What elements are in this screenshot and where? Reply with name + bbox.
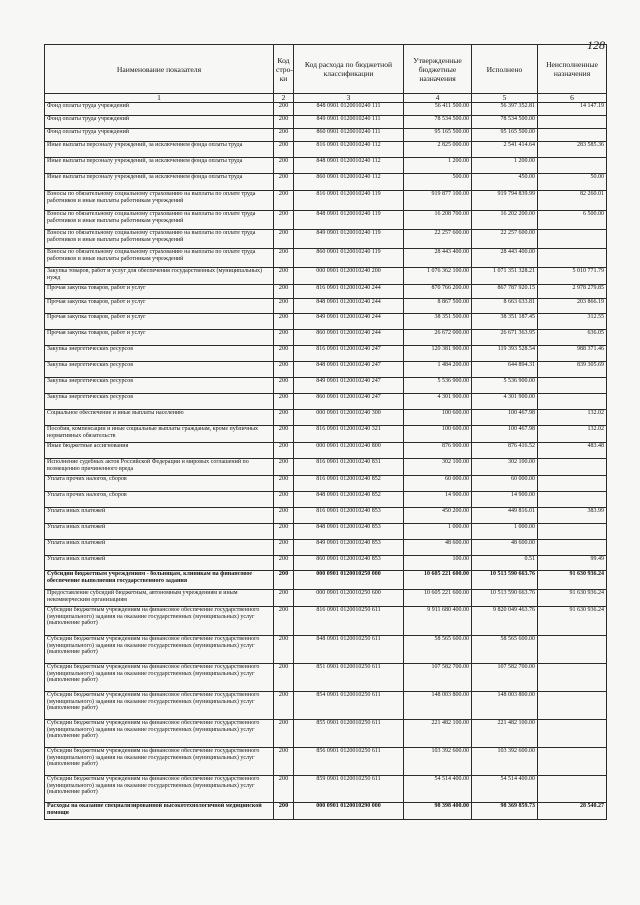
table-row bbox=[45, 540, 607, 556]
row-line-code-cell: 200 bbox=[274, 524, 294, 540]
row-executed-cell: 10 513 590 663.76 bbox=[472, 590, 538, 607]
table-row bbox=[45, 590, 607, 607]
row-executed-cell: 28 443 400.00 bbox=[472, 249, 538, 268]
row-unexecuted-cell bbox=[538, 230, 607, 249]
row-line-code-cell: 200 bbox=[274, 249, 294, 268]
row-line-code-cell: 200 bbox=[274, 362, 294, 378]
row-budget-code-cell: 848 0901 0120010240 852 bbox=[294, 492, 404, 508]
row-unexecuted-cell: 483.48 bbox=[538, 443, 607, 459]
row-approved-cell: 2 825 000.00 bbox=[404, 142, 472, 158]
row-unexecuted-cell bbox=[538, 524, 607, 540]
row-approved-cell: 14 900.00 bbox=[404, 492, 472, 508]
row-budget-code-cell: 849 0901 0120010240 111 bbox=[294, 116, 404, 129]
row-approved-cell: 8 867 500.00 bbox=[404, 299, 472, 314]
row-name-cell: Субсидии бюджетным учреждениям на финансовое обеспечение государственного (муниципального) задания на оказание государственных (муниципальных) услуг (выполнение работ) bbox=[45, 692, 274, 720]
row-budget-code-cell: 816 0901 0120010240 247 bbox=[294, 346, 404, 362]
row-line-code-cell: 200 bbox=[274, 607, 294, 636]
row-name-cell: Закупка энергетических ресурсов bbox=[45, 378, 274, 394]
row-line-code-cell: 200 bbox=[274, 394, 294, 410]
table-row bbox=[45, 508, 607, 524]
row-line-code-cell: 200 bbox=[274, 720, 294, 748]
table-row bbox=[45, 330, 607, 346]
row-name-cell: Субсидии бюджетным учреждениям на финансовое обеспечение государственного (муниципального) задания на оказание государственных (муниципальных) услуг (выполнение работ) bbox=[45, 776, 274, 803]
row-executed-cell: 302 100.00 bbox=[472, 459, 538, 476]
row-line-code-cell: 200 bbox=[274, 330, 294, 346]
row-line-code-cell: 200 bbox=[274, 636, 294, 664]
row-approved-cell: 103 392 600.00 bbox=[404, 748, 472, 776]
row-unexecuted-cell: 312.55 bbox=[538, 314, 607, 330]
row-line-code-cell: 200 bbox=[274, 803, 294, 820]
row-name-cell: Иные выплаты персоналу учреждений, за исключением фонда оплаты труда bbox=[45, 142, 274, 158]
row-executed-cell: 107 582 700.00 bbox=[472, 664, 538, 692]
row-unexecuted-cell bbox=[538, 692, 607, 720]
row-line-code-cell: 200 bbox=[274, 459, 294, 476]
budget-execution-table bbox=[44, 44, 607, 820]
row-budget-code-cell: 848 0901 0120010240 119 bbox=[294, 211, 404, 230]
table-row bbox=[45, 346, 607, 362]
row-executed-cell: 100 467.98 bbox=[472, 410, 538, 426]
table-row bbox=[45, 636, 607, 664]
row-executed-cell: 100 467.98 bbox=[472, 426, 538, 443]
row-executed-cell: 1 071 351 328.21 bbox=[472, 268, 538, 285]
row-unexecuted-cell: 91 630 936.24 bbox=[538, 607, 607, 636]
row-budget-code-cell: 849 0901 0120010240 247 bbox=[294, 378, 404, 394]
row-approved-cell: 38 351 500.00 bbox=[404, 314, 472, 330]
row-approved-cell: 16 208 700.00 bbox=[404, 211, 472, 230]
row-approved-cell: 22 257 600.00 bbox=[404, 230, 472, 249]
row-unexecuted-cell: 636.05 bbox=[538, 330, 607, 346]
row-unexecuted-cell: 14 147.19 bbox=[538, 103, 607, 116]
table-row bbox=[45, 476, 607, 492]
row-unexecuted-cell bbox=[538, 776, 607, 803]
row-line-code-cell: 200 bbox=[274, 174, 294, 191]
row-executed-cell: 78 534 500.00 bbox=[472, 116, 538, 129]
row-line-code-cell: 200 bbox=[274, 285, 294, 299]
row-approved-cell: 919 877 100.00 bbox=[404, 191, 472, 211]
row-unexecuted-cell bbox=[538, 748, 607, 776]
column-index: 4 bbox=[404, 94, 472, 103]
table-body bbox=[45, 103, 607, 820]
row-line-code-cell: 200 bbox=[274, 476, 294, 492]
row-budget-code-cell: 816 0901 0120010240 112 bbox=[294, 142, 404, 158]
row-executed-cell: 22 257 600.00 bbox=[472, 230, 538, 249]
row-budget-code-cell: 860 0901 0120010240 119 bbox=[294, 249, 404, 268]
row-name-cell: Социальное обеспечение и иные выплаты населению bbox=[45, 410, 274, 426]
row-budget-code-cell: 816 0901 0120010240 244 bbox=[294, 285, 404, 299]
row-executed-cell: 1 200.00 bbox=[472, 158, 538, 174]
row-name-cell: Пособия, компенсации и иные социальные выплаты гражданам, кроме публичных нормативных обязательств bbox=[45, 426, 274, 443]
row-budget-code-cell: 816 0901 0120010250 611 bbox=[294, 607, 404, 636]
row-name-cell: Прочая закупка товаров, работ и услуг bbox=[45, 299, 274, 314]
table-row bbox=[45, 158, 607, 174]
row-unexecuted-cell bbox=[538, 664, 607, 692]
table-row bbox=[45, 299, 607, 314]
row-budget-code-cell: 860 0901 0120010240 247 bbox=[294, 394, 404, 410]
row-approved-cell: 221 482 100.00 bbox=[404, 720, 472, 748]
row-budget-code-cell: 859 0901 0120010250 611 bbox=[294, 776, 404, 803]
table-row bbox=[45, 249, 607, 268]
table-row bbox=[45, 410, 607, 426]
row-budget-code-cell: 851 0901 0120010250 611 bbox=[294, 664, 404, 692]
row-name-cell: Уплата иных платежей bbox=[45, 540, 274, 556]
row-approved-cell: 1 000.00 bbox=[404, 524, 472, 540]
row-budget-code-cell: 849 0901 0120010240 119 bbox=[294, 230, 404, 249]
table-row bbox=[45, 524, 607, 540]
column-index: 1 bbox=[45, 94, 274, 103]
row-approved-cell: 5 536 900.00 bbox=[404, 378, 472, 394]
row-executed-cell: 449 816.01 bbox=[472, 508, 538, 524]
row-name-cell: Закупка энергетических ресурсов bbox=[45, 394, 274, 410]
row-line-code-cell: 200 bbox=[274, 692, 294, 720]
row-name-cell: Закупка энергетических ресурсов bbox=[45, 346, 274, 362]
row-approved-cell: 1 484 200.00 bbox=[404, 362, 472, 378]
row-budget-code-cell: 854 0901 0120010250 611 bbox=[294, 692, 404, 720]
row-approved-cell: 450 200.00 bbox=[404, 508, 472, 524]
column-header-name: Наименование показателя bbox=[45, 45, 274, 94]
row-name-cell: Иные бюджетные ассигнования bbox=[45, 443, 274, 459]
row-approved-cell: 1 200.00 bbox=[404, 158, 472, 174]
row-unexecuted-cell bbox=[538, 378, 607, 394]
row-line-code-cell: 200 bbox=[274, 748, 294, 776]
row-approved-cell: 4 301 900.00 bbox=[404, 394, 472, 410]
table-row bbox=[45, 664, 607, 692]
row-name-cell: Субсидии бюджетным учреждениям на финансовое обеспечение государственного (муниципального) задания на оказание государственных (муниципальных) услуг (выполнение работ) bbox=[45, 748, 274, 776]
row-unexecuted-cell bbox=[538, 636, 607, 664]
row-budget-code-cell: 000 0901 0120010290 000 bbox=[294, 803, 404, 820]
row-unexecuted-cell: 82 260.01 bbox=[538, 191, 607, 211]
row-name-cell: Предоставление субсидий бюджетным, автономным учреждениям и иным некоммерческим организациям bbox=[45, 590, 274, 607]
row-unexecuted-cell: 132.02 bbox=[538, 410, 607, 426]
row-executed-cell: 95 165 500.00 bbox=[472, 129, 538, 142]
row-executed-cell: 2 541 414.64 bbox=[472, 142, 538, 158]
row-unexecuted-cell bbox=[538, 394, 607, 410]
row-line-code-cell: 200 bbox=[274, 571, 294, 590]
row-name-cell: Фонд оплаты труда учреждений bbox=[45, 103, 274, 116]
row-name-cell: Расходы на оказание специализированной высокотехнологичной медицинской помощи bbox=[45, 803, 274, 820]
row-unexecuted-cell bbox=[538, 459, 607, 476]
row-name-cell: Уплата прочих налогов, сборов bbox=[45, 492, 274, 508]
row-line-code-cell: 200 bbox=[274, 410, 294, 426]
row-approved-cell: 78 534 500.00 bbox=[404, 116, 472, 129]
row-line-code-cell: 200 bbox=[274, 230, 294, 249]
row-name-cell: Иные выплаты персоналу учреждений, за исключением фонда оплаты труда bbox=[45, 158, 274, 174]
row-approved-cell: 54 514 400.00 bbox=[404, 776, 472, 803]
row-line-code-cell: 200 bbox=[274, 378, 294, 394]
row-executed-cell: 98 369 859.73 bbox=[472, 803, 538, 820]
table-row bbox=[45, 314, 607, 330]
row-name-cell: Субсидии бюджетным учреждениям - больницам, клиникам на финансовое обеспечение выполнения государственного задания bbox=[45, 571, 274, 590]
row-name-cell: Субсидии бюджетным учреждениям на финансовое обеспечение государственного (муниципального) задания на оказание государственных (муниципальных) услуг (выполнение работ) bbox=[45, 636, 274, 664]
row-line-code-cell: 200 bbox=[274, 158, 294, 174]
row-name-cell: Закупка энергетических ресурсов bbox=[45, 362, 274, 378]
row-approved-cell: 26 672 000.00 bbox=[404, 330, 472, 346]
row-name-cell: Субсидии бюджетным учреждениям на финансовое обеспечение государственного (муниципального) задания на оказание государственных (муниципальных) услуг (выполнение работ) bbox=[45, 607, 274, 636]
row-approved-cell: 148 003 800.00 bbox=[404, 692, 472, 720]
row-unexecuted-cell: 50.00 bbox=[538, 174, 607, 191]
row-line-code-cell: 200 bbox=[274, 426, 294, 443]
column-index-row bbox=[45, 94, 607, 103]
table-row bbox=[45, 378, 607, 394]
row-unexecuted-cell: 6 500.00 bbox=[538, 211, 607, 230]
row-name-cell: Прочая закупка товаров, работ и услуг bbox=[45, 314, 274, 330]
table-header-row bbox=[45, 45, 607, 94]
table-row bbox=[45, 492, 607, 508]
table-row bbox=[45, 362, 607, 378]
row-budget-code-cell: 849 0901 0120010240 853 bbox=[294, 540, 404, 556]
row-approved-cell: 500.00 bbox=[404, 174, 472, 191]
row-budget-code-cell: 000 0901 0120010240 800 bbox=[294, 443, 404, 459]
row-unexecuted-cell: 283 585.36 bbox=[538, 142, 607, 158]
row-budget-code-cell: 000 0901 0120010240 300 bbox=[294, 410, 404, 426]
row-executed-cell: 919 794 839.99 bbox=[472, 191, 538, 211]
row-line-code-cell: 200 bbox=[274, 268, 294, 285]
table-row bbox=[45, 607, 607, 636]
table-row bbox=[45, 129, 607, 142]
row-name-cell: Взносы по обязательному социальному страхованию на выплаты по оплате труда работников и иные выплаты работникам учреждений bbox=[45, 211, 274, 230]
row-line-code-cell: 200 bbox=[274, 508, 294, 524]
row-budget-code-cell: 848 0901 0120010250 611 bbox=[294, 636, 404, 664]
row-name-cell: Взносы по обязательному социальному страхованию на выплаты по оплате труда работников и иные выплаты работникам учреждений bbox=[45, 249, 274, 268]
row-name-cell: Взносы по обязательному социальному страхованию на выплаты по оплате труда работников и иные выплаты работникам учреждений bbox=[45, 191, 274, 211]
row-executed-cell: 867 787 920.15 bbox=[472, 285, 538, 299]
table-row bbox=[45, 748, 607, 776]
row-approved-cell: 107 582 700.00 bbox=[404, 664, 472, 692]
row-unexecuted-cell bbox=[538, 249, 607, 268]
row-budget-code-cell: 848 0901 0120010240 112 bbox=[294, 158, 404, 174]
row-name-cell: Иные выплаты персоналу учреждений, за исключением фонда оплаты труда bbox=[45, 174, 274, 191]
row-line-code-cell: 200 bbox=[274, 492, 294, 508]
row-unexecuted-cell bbox=[538, 116, 607, 129]
row-budget-code-cell: 816 0901 0120010240 119 bbox=[294, 191, 404, 211]
row-unexecuted-cell bbox=[538, 158, 607, 174]
column-header-line-code: Код стро-ки bbox=[274, 45, 294, 94]
row-approved-cell: 876 900.00 bbox=[404, 443, 472, 459]
row-name-cell: Прочая закупка товаров, работ и услуг bbox=[45, 285, 274, 299]
row-executed-cell: 5 536 900.00 bbox=[472, 378, 538, 394]
row-unexecuted-cell bbox=[538, 540, 607, 556]
row-line-code-cell: 200 bbox=[274, 129, 294, 142]
row-budget-code-cell: 816 0901 0120010240 852 bbox=[294, 476, 404, 492]
page-number: 128 bbox=[587, 38, 605, 52]
table-row bbox=[45, 142, 607, 158]
table-row bbox=[45, 116, 607, 129]
row-executed-cell: 38 351 187.45 bbox=[472, 314, 538, 330]
row-line-code-cell: 200 bbox=[274, 103, 294, 116]
row-budget-code-cell: 855 0901 0120010250 611 bbox=[294, 720, 404, 748]
table-row bbox=[45, 692, 607, 720]
row-unexecuted-cell: 91 630 936.24 bbox=[538, 590, 607, 607]
row-line-code-cell: 200 bbox=[274, 664, 294, 692]
row-executed-cell: 876 416.52 bbox=[472, 443, 538, 459]
table-row bbox=[45, 803, 607, 820]
column-header-unexecuted: Неисполненные назначения bbox=[538, 45, 607, 94]
row-name-cell: Закупка товаров, работ и услуг для обеспечения государственных (муниципальных) нужд bbox=[45, 268, 274, 285]
column-header-budget-code: Код расхода по бюджетной классификации bbox=[294, 45, 404, 94]
row-approved-cell: 120 381 900.00 bbox=[404, 346, 472, 362]
row-line-code-cell: 200 bbox=[274, 299, 294, 314]
row-line-code-cell: 200 bbox=[274, 211, 294, 230]
row-executed-cell: 450.00 bbox=[472, 174, 538, 191]
table-row bbox=[45, 211, 607, 230]
table-row bbox=[45, 556, 607, 571]
row-executed-cell: 103 392 600.00 bbox=[472, 748, 538, 776]
row-executed-cell: 54 514 400.00 bbox=[472, 776, 538, 803]
table-row bbox=[45, 230, 607, 249]
row-budget-code-cell: 860 0901 0120010240 244 bbox=[294, 330, 404, 346]
row-line-code-cell: 200 bbox=[274, 540, 294, 556]
table-row bbox=[45, 174, 607, 191]
row-executed-cell: 4 301 900.00 bbox=[472, 394, 538, 410]
row-line-code-cell: 200 bbox=[274, 142, 294, 158]
column-index: 5 bbox=[472, 94, 538, 103]
row-executed-cell: 644 894.31 bbox=[472, 362, 538, 378]
row-budget-code-cell: 860 0901 0120010240 853 bbox=[294, 556, 404, 571]
column-index: 3 bbox=[294, 94, 404, 103]
row-budget-code-cell: 860 0901 0120010240 112 bbox=[294, 174, 404, 191]
row-line-code-cell: 200 bbox=[274, 116, 294, 129]
row-line-code-cell: 200 bbox=[274, 346, 294, 362]
row-name-cell: Уплата иных платежей bbox=[45, 524, 274, 540]
row-executed-cell: 8 663 633.81 bbox=[472, 299, 538, 314]
row-budget-code-cell: 849 0901 0120010240 244 bbox=[294, 314, 404, 330]
row-line-code-cell: 200 bbox=[274, 191, 294, 211]
row-executed-cell: 14 900.00 bbox=[472, 492, 538, 508]
row-executed-cell: 16 202 200.00 bbox=[472, 211, 538, 230]
row-executed-cell: 0.51 bbox=[472, 556, 538, 571]
table-row bbox=[45, 103, 607, 116]
row-approved-cell: 1 076 362 100.00 bbox=[404, 268, 472, 285]
row-unexecuted-cell: 988 371.46 bbox=[538, 346, 607, 362]
row-unexecuted-cell: 99.49 bbox=[538, 556, 607, 571]
row-name-cell: Субсидии бюджетным учреждениям на финансовое обеспечение государственного (муниципального) задания на оказание государственных (муниципальных) услуг (выполнение работ) bbox=[45, 664, 274, 692]
row-name-cell: Фонд оплаты труда учреждений bbox=[45, 116, 274, 129]
table-row bbox=[45, 776, 607, 803]
row-executed-cell: 56 397 352.81 bbox=[472, 103, 538, 116]
row-approved-cell: 28 443 400.00 bbox=[404, 249, 472, 268]
row-executed-cell: 221 482 100.00 bbox=[472, 720, 538, 748]
row-unexecuted-cell bbox=[538, 720, 607, 748]
row-approved-cell: 100 600.00 bbox=[404, 410, 472, 426]
row-executed-cell: 58 565 600.00 bbox=[472, 636, 538, 664]
row-unexecuted-cell bbox=[538, 129, 607, 142]
row-approved-cell: 48 600.00 bbox=[404, 540, 472, 556]
row-name-cell: Фонд оплаты труда учреждений bbox=[45, 129, 274, 142]
row-line-code-cell: 200 bbox=[274, 314, 294, 330]
row-approved-cell: 95 165 500.00 bbox=[404, 129, 472, 142]
row-name-cell: Уплата иных платежей bbox=[45, 508, 274, 524]
row-approved-cell: 100 600.00 bbox=[404, 426, 472, 443]
table-row bbox=[45, 459, 607, 476]
table-row bbox=[45, 394, 607, 410]
row-approved-cell: 9 911 680 400.00 bbox=[404, 607, 472, 636]
row-line-code-cell: 200 bbox=[274, 443, 294, 459]
row-approved-cell: 60 000.00 bbox=[404, 476, 472, 492]
row-approved-cell: 98 398 400.00 bbox=[404, 803, 472, 820]
row-budget-code-cell: 860 0901 0120010240 111 bbox=[294, 129, 404, 142]
row-approved-cell: 10 605 221 600.00 bbox=[404, 571, 472, 590]
row-unexecuted-cell: 91 630 936.24 bbox=[538, 571, 607, 590]
row-approved-cell: 302 100.00 bbox=[404, 459, 472, 476]
row-approved-cell: 58 565 600.00 bbox=[404, 636, 472, 664]
row-executed-cell: 10 513 590 663.76 bbox=[472, 571, 538, 590]
row-executed-cell: 148 003 800.00 bbox=[472, 692, 538, 720]
row-budget-code-cell: 816 0901 0120010240 831 bbox=[294, 459, 404, 476]
row-executed-cell: 1 000.00 bbox=[472, 524, 538, 540]
row-unexecuted-cell: 203 866.19 bbox=[538, 299, 607, 314]
row-name-cell: Прочая закупка товаров, работ и услуг bbox=[45, 330, 274, 346]
row-budget-code-cell: 000 0901 0120010250 600 bbox=[294, 590, 404, 607]
row-budget-code-cell: 000 0901 0120010250 000 bbox=[294, 571, 404, 590]
table-row bbox=[45, 191, 607, 211]
row-unexecuted-cell bbox=[538, 492, 607, 508]
table-row bbox=[45, 426, 607, 443]
row-approved-cell: 10 605 221 600.00 bbox=[404, 590, 472, 607]
row-unexecuted-cell: 383.99 bbox=[538, 508, 607, 524]
row-budget-code-cell: 848 0901 0120010240 247 bbox=[294, 362, 404, 378]
column-index: 2 bbox=[274, 94, 294, 103]
table-row bbox=[45, 571, 607, 590]
row-name-cell: Взносы по обязательному социальному страхованию на выплаты по оплате труда работников и иные выплаты работникам учреждений bbox=[45, 230, 274, 249]
row-budget-code-cell: 856 0901 0120010250 611 bbox=[294, 748, 404, 776]
row-unexecuted-cell: 28 540.27 bbox=[538, 803, 607, 820]
column-header-executed: Исполнено bbox=[472, 45, 538, 94]
row-budget-code-cell: 848 0901 0120010240 853 bbox=[294, 524, 404, 540]
row-executed-cell: 9 820 049 463.76 bbox=[472, 607, 538, 636]
row-executed-cell: 60 000.00 bbox=[472, 476, 538, 492]
row-unexecuted-cell: 2 978 279.85 bbox=[538, 285, 607, 299]
row-budget-code-cell: 816 0901 0120010240 853 bbox=[294, 508, 404, 524]
row-name-cell: Уплата иных платежей bbox=[45, 556, 274, 571]
row-line-code-cell: 200 bbox=[274, 556, 294, 571]
row-budget-code-cell: 848 0901 0120010240 244 bbox=[294, 299, 404, 314]
row-executed-cell: 26 671 363.95 bbox=[472, 330, 538, 346]
row-name-cell: Уплата прочих налогов, сборов bbox=[45, 476, 274, 492]
row-executed-cell: 119 393 528.54 bbox=[472, 346, 538, 362]
row-approved-cell: 870 766 200.00 bbox=[404, 285, 472, 299]
row-approved-cell: 100.00 bbox=[404, 556, 472, 571]
row-budget-code-cell: 816 0901 0120010240 321 bbox=[294, 426, 404, 443]
row-unexecuted-cell: 839 305.69 bbox=[538, 362, 607, 378]
table-row bbox=[45, 720, 607, 748]
table-row bbox=[45, 443, 607, 459]
row-unexecuted-cell: 132.02 bbox=[538, 426, 607, 443]
row-budget-code-cell: 848 0901 0120010240 111 bbox=[294, 103, 404, 116]
row-name-cell: Исполнение судебных актов Российской Федерации и мировых соглашений по возмещению причиненного вреда bbox=[45, 459, 274, 476]
table-row bbox=[45, 285, 607, 299]
row-approved-cell: 56 411 500.00 bbox=[404, 103, 472, 116]
table-row bbox=[45, 268, 607, 285]
row-name-cell: Субсидии бюджетным учреждениям на финансовое обеспечение государственного (муниципального) задания на оказание государственных (муниципальных) услуг (выполнение работ) bbox=[45, 720, 274, 748]
row-line-code-cell: 200 bbox=[274, 590, 294, 607]
row-unexecuted-cell bbox=[538, 476, 607, 492]
row-executed-cell: 48 600.00 bbox=[472, 540, 538, 556]
column-header-approved: Утвержденные бюджетные назначения bbox=[404, 45, 472, 94]
column-index: 6 bbox=[538, 94, 607, 103]
row-unexecuted-cell: 5 010 771.79 bbox=[538, 268, 607, 285]
row-line-code-cell: 200 bbox=[274, 776, 294, 803]
row-budget-code-cell: 000 0901 0120010240 200 bbox=[294, 268, 404, 285]
